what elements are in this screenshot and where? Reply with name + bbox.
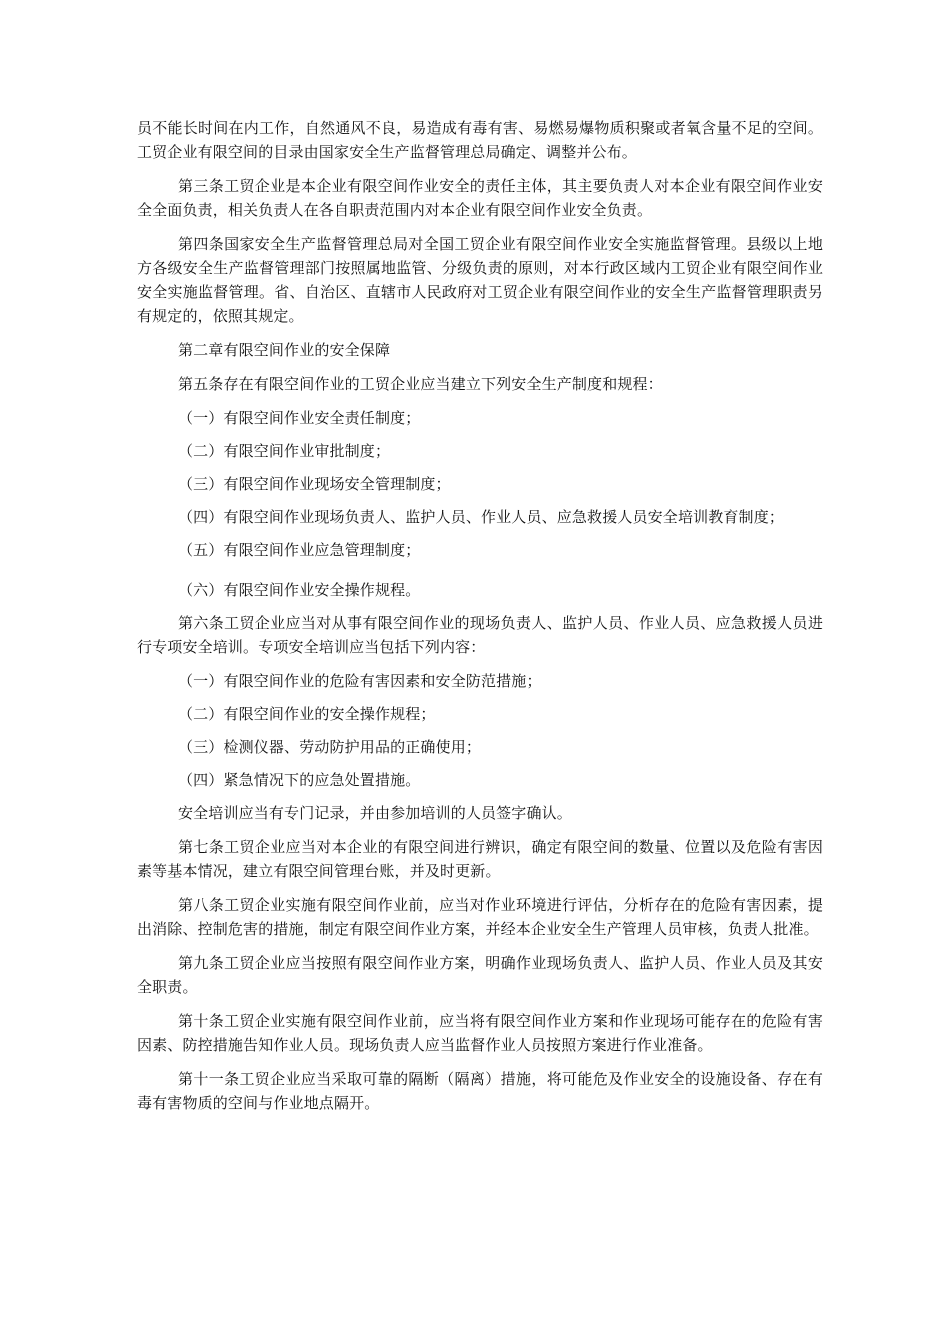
list-item: （五）有限空间作业应急管理制度； (178, 541, 421, 559)
paragraph-article-9: 第九条工贸企业应当按照有限空间作业方案，明确作业现场负责人、监护人员、作业人员及其安全职责。 (137, 954, 823, 996)
list-item: （三）检测仪器、劳动防护用品的正确使用； (178, 738, 482, 756)
paragraph-article-4: 第四条国家安全生产监督管理总局对全国工贸企业有限空间作业安全实施监督管理。县级以上地方各级安全生产监督管理部门按照属地监管、分级负责的原则，对本行政区域内工贸企业有限空间作业安全实施监督管理。省、自治区、直辖市人民政府对工贸企业有限空间作业的安全生产监督管理职责另有规定的，依照其规定。 (137, 235, 823, 325)
list-item: （二）有限空间作业的安全操作规程； (178, 705, 436, 723)
paragraph-continuation: 员不能长时间在内工作，自然通风不良，易造成有毒有害、易燃易爆物质积聚或者氧含量不足的空间。工贸企业有限空间的目录由国家安全生产监督管理总局确定、调整并公布。 (137, 119, 823, 161)
list-item: （三）有限空间作业现场安全管理制度； (178, 475, 451, 493)
list-item: （二）有限空间作业审批制度； (178, 442, 391, 460)
list-item: （四）紧急情况下的应急处置措施。 (178, 771, 421, 789)
body-text (137, 116, 823, 1125)
paragraph-training-record: 安全培训应当有专门记录，并由参加培训的人员签字确认。 (178, 804, 572, 822)
list-item: （六）有限空间作业安全操作规程。 (178, 581, 421, 599)
paragraph-article-7: 第七条工贸企业应当对本企业的有限空间进行辨识，确定有限空间的数量、位置以及危险有害因素等基本情况，建立有限空间管理台账，并及时更新。 (137, 838, 823, 880)
chapter-heading: 第二章有限空间作业的安全保障 (178, 341, 391, 359)
paragraph-article-11: 第十一条工贸企业应当采取可靠的隔断（隔离）措施，将可能危及作业安全的设施设备、存在有毒有害物质的空间与作业地点隔开。 (137, 1070, 823, 1112)
list-item: （一）有限空间作业安全责任制度； (178, 409, 421, 427)
paragraph-article-3: 第三条工贸企业是本企业有限空间作业安全的责任主体，其主要负责人对本企业有限空间作业安全全面负责，相关负责人在各自职责范围内对本企业有限空间作业安全负责。 (137, 177, 823, 219)
paragraph-article-6: 第六条工贸企业应当对从事有限空间作业的现场负责人、监护人员、作业人员、应急救援人员进行专项安全培训。专项安全培训应当包括下列内容： (137, 614, 823, 656)
paragraph-article-10: 第十条工贸企业实施有限空间作业前，应当将有限空间作业方案和作业现场可能存在的危险有害因素、防控措施告知作业人员。现场负责人应当监督作业人员按照方案进行作业准备。 (137, 1012, 823, 1054)
list-item: （四）有限空间作业现场负责人、监护人员、作业人员、应急救援人员安全培训教育制度； (178, 508, 785, 526)
paragraph-article-5: 第五条存在有限空间作业的工贸企业应当建立下列安全生产制度和规程： (178, 375, 663, 393)
list-item: （一）有限空间作业的危险有害因素和安全防范措施； (178, 672, 542, 690)
paragraph-article-8: 第八条工贸企业实施有限空间作业前，应当对作业环境进行评估，分析存在的危险有害因素，提出消除、控制危害的措施，制定有限空间作业方案，并经本企业安全生产管理人员审核，负责人批准。 (137, 896, 823, 938)
